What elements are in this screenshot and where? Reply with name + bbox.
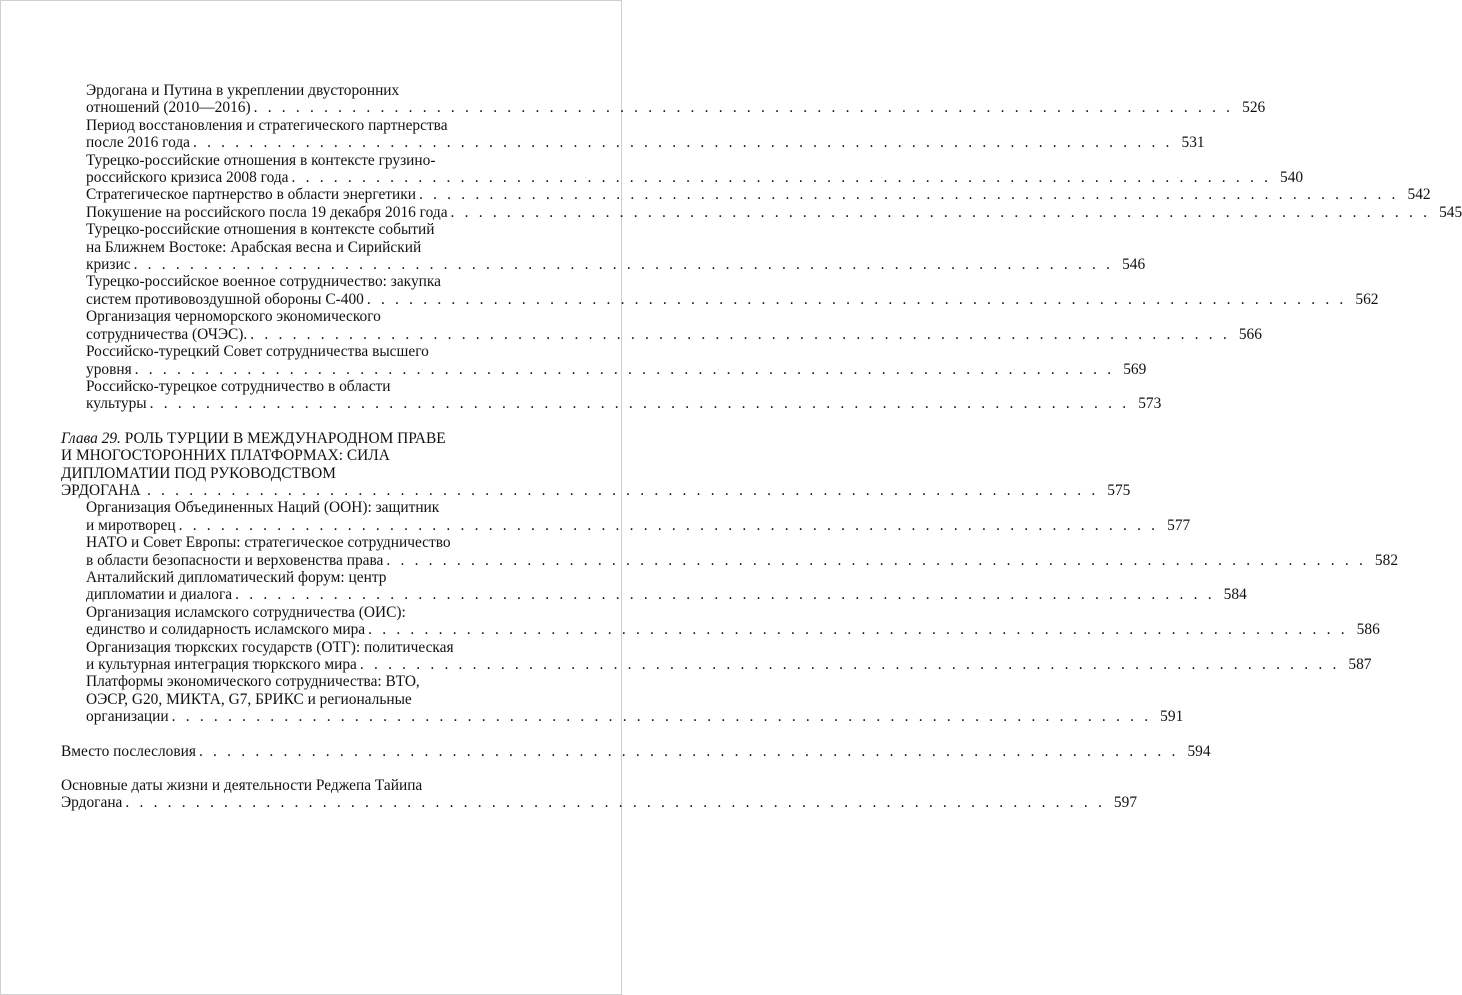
toc-entry[interactable]	[61, 603, 1380, 639]
toc-entry-title-line: российского кризиса 2008 года	[86, 169, 289, 187]
toc-entry-title-line: культуры	[86, 395, 147, 413]
toc-entry-title-line: кризис	[86, 256, 131, 274]
dot-leader: . . . . . . . . . . . . . . . . . . . . . . . . . . . . . . . . . . . . . . . . . . . . . . . . . . . . . . . . . . . . . . . . . . . . . .	[125, 794, 1106, 812]
toc-entry-title-line: НАТО и Совет Европы: стратегическое сотрудничество	[86, 534, 451, 552]
toc-entry[interactable]	[61, 742, 1211, 760]
toc-entry[interactable]	[61, 273, 1379, 308]
toc-entry[interactable]	[61, 203, 1462, 221]
toc-entry-title-line: в области безопасности и верховенства права	[86, 551, 384, 569]
dot-leader: . . . . . . . . . . . . . . . . . . . . . . . . . . . . . . . . . . . . . . . . . . . . . . . . . . . . . . . . . . . . . . . . . . . . . .	[386, 551, 1367, 569]
toc-entry-title-line: ОЭСР, G20, МИКТА, G7, БРИКС и региональные	[86, 690, 412, 708]
toc-entry[interactable]	[61, 777, 1138, 812]
toc-entry-title-line: Вместо послесловия	[61, 742, 196, 760]
toc-entry-title-line: после 2016 года	[86, 134, 190, 152]
toc-entry-title-line: Покушение на российского посла 19 декабря 2016 года	[86, 203, 448, 221]
dot-leader: . . . . . . . . . . . . . . . . . . . . . . . . . . . . . . . . . . . . . . . . . . . . . . . . . . . . . . . . . . . . . . . . . . . . . .	[118, 481, 1099, 499]
page-number: 597	[1113, 794, 1138, 812]
toc-chapter-entry[interactable]	[61, 429, 1131, 500]
toc-entry-title-line: Анталийский дипломатический форум: центр	[86, 568, 387, 586]
toc-entry-title-line: РОЛЬ ТУРЦИИ В МЕЖДУНАРОДНОМ ПРАВЕ	[124, 429, 446, 447]
toc-entry-title-line: ЭРДОГАНА	[61, 481, 141, 499]
page-number: 573	[1138, 395, 1162, 413]
toc-entry-title-line: единство и солидарность исламского мира	[86, 621, 366, 639]
page-number: 594	[1187, 742, 1211, 760]
toc-entry-title-line: И МНОГОСТОРОННИХ ПЛАТФОРМАХ: СИЛА	[61, 447, 390, 465]
dot-leader: . . . . . . . . . . . . . . . . . . . . . . . . . . . . . . . . . . . . . . . . . . . . . . . . . . . . . . . . . . . . . . . . . . . . . .	[253, 99, 1234, 117]
page-number: 542	[1407, 186, 1431, 204]
page-number: 587	[1348, 656, 1372, 673]
toc-entry-title-line: Организация Объединенных Наций (ООН): защитник	[86, 499, 440, 517]
dot-leader: . . . . . . . . . . . . . . . . . . . . . . . . . . . . . . . . . . . . . . . . . . . . . . . . . . . . . . . . . . . . . . . . . . . . . .	[359, 656, 1340, 673]
toc-entry-title-line: на Ближнем Востоке: Арабская весна и Сирийский	[86, 238, 422, 256]
toc-entry[interactable]	[61, 638, 1372, 674]
toc-entry-title-line: Стратегическое партнерство в области энергетики	[86, 186, 416, 204]
toc-entry[interactable]	[61, 221, 1146, 274]
dot-leader: . . . . . . . . . . . . . . . . . . . . . . . . . . . . . . . . . . . . . . . . . . . . . . . . . . . . . . . . . . . . . . . . . . . . . .	[134, 360, 1115, 378]
toc-entry[interactable]	[61, 568, 1247, 604]
toc-entry-title-line: Организация исламского сотрудничества (ОИС):	[86, 603, 406, 621]
toc-entry[interactable]	[61, 534, 1399, 569]
toc-entry[interactable]	[61, 377, 1162, 413]
toc-entry[interactable]	[61, 499, 1191, 534]
toc-entry-title-line: Эрдогана	[61, 794, 123, 812]
page-number: 582	[1374, 551, 1399, 569]
page-number: 562	[1355, 290, 1379, 308]
toc-entry[interactable]	[61, 186, 1431, 204]
page-number: 569	[1123, 360, 1147, 378]
toc-entry[interactable]	[61, 343, 1147, 378]
toc-entry-title-line: Основные даты жизни и деятельности Реджепа Тайипа	[61, 777, 423, 795]
toc-entry[interactable]	[61, 82, 1266, 117]
page-number: 540	[1280, 169, 1304, 187]
table-of-contents	[61, 82, 1462, 812]
dot-leader: . . . . . . . . . . . . . . . . . . . . . . . . . . . . . . . . . . . . . . . . . . . . . . . . . . . . . . . . . . . . . . . . . . . . . .	[235, 586, 1215, 604]
toc-entry-title-line: отношений (2010—2016)	[86, 99, 251, 117]
page-number: 584	[1223, 586, 1247, 604]
toc-entry[interactable]	[61, 116, 1205, 152]
toc-entry-title-line: организации	[86, 708, 169, 726]
toc-entry-title-line: Турецко-российские отношения в контексте грузино-	[86, 151, 436, 169]
dot-leader: . . . . . . . . . . . . . . . . . . . . . . . . . . . . . . . . . . . . . . . . . . . . . . . . . . . . . . . . . . . . . . . . . . . . . .	[133, 256, 1114, 274]
page-number: 526	[1242, 99, 1266, 117]
toc-entry-title-line: Платформы экономического сотрудничества: ВТО,	[86, 673, 420, 691]
page-number: 591	[1160, 708, 1184, 726]
toc-entry-title-line: Турецко-российское военное сотрудничество: закупка	[86, 273, 441, 291]
dot-leader: . . . . . . . . . . . . . . . . . . . . . . . . . . . . . . . . . . . . . . . . . . . . . . . . . . . . . . . . . . . . . . . . . . . . . .	[149, 395, 1130, 413]
toc-entry[interactable]	[61, 308, 1262, 343]
page-number: 577	[1167, 516, 1191, 534]
toc-entry-title-line: Российско-турецкое сотрудничество в области	[86, 377, 391, 395]
toc-entry-title-line: Российско-турецкий Совет сотрудничества высшего	[86, 343, 429, 361]
toc-entry[interactable]	[61, 673, 1184, 726]
toc-entry-title-line: уровня	[86, 360, 132, 378]
toc-entry-title-line: Организация тюркских государств (ОТГ): политическая	[86, 638, 454, 656]
toc-entry-title-line: Период восстановления и стратегического партнерства	[86, 116, 448, 134]
dot-leader: . . . . . . . . . . . . . . . . . . . . . . . . . . . . . . . . . . . . . . . . . . . . . . . . . . . . . . . . . . . . . . . . . . . . . .	[368, 621, 1348, 639]
page-number: 566	[1238, 325, 1262, 343]
toc-entry-title-line: и культурная интеграция тюркского мира	[86, 656, 357, 673]
dot-leader: . . . . . . . . . . . . . . . . . . . . . . . . . . . . . . . . . . . . . . . . . . . . . . . . . . . . . . . . . . . . . . . . . . . . . .	[192, 134, 1173, 152]
dot-leader: . . . . . . . . . . . . . . . . . . . . . . . . . . . . . . . . . . . . . . . . . . . . . . . . . . . . . . . . . . . . . . . . . . . . . .	[366, 290, 1347, 308]
dot-leader: . . . . . . . . . . . . . . . . . . . . . . . . . . . . . . . . . . . . . . . . . . . . . . . . . . . . . . . . . . . . . . . . . . . . . .	[450, 203, 1431, 221]
toc-entry-title-line: и миротворец	[86, 516, 176, 534]
page-number: 575	[1107, 481, 1131, 499]
dot-leader: . . . . . . . . . . . . . . . . . . . . . . . . . . . . . . . . . . . . . . . . . . . . . . . . . . . . . . . . . . . . . . . . . . . . . .	[291, 169, 1272, 187]
toc-entry-title-line: Эрдогана и Путина в укреплении двусторонних	[86, 82, 400, 99]
page-number: 545	[1439, 203, 1462, 221]
toc-entry-title-line: сотрудничества (ОЧЭС).	[86, 325, 248, 343]
dot-leader: . . . . . . . . . . . . . . . . . . . . . . . . . . . . . . . . . . . . . . . . . . . . . . . . . . . . . . . . . . . . . . . . . . . . . .	[198, 742, 1179, 760]
chapter-label: Глава 29.	[61, 429, 121, 447]
dot-leader: . . . . . . . . . . . . . . . . . . . . . . . . . . . . . . . . . . . . . . . . . . . . . . . . . . . . . . . . . . . . . . . . . . . . . .	[171, 708, 1152, 726]
toc-entry-title-line: ДИПЛОМАТИИ ПОД РУКОВОДСТВОМ	[61, 464, 336, 482]
page-number: 546	[1122, 256, 1146, 274]
dot-leader: . . . . . . . . . . . . . . . . . . . . . . . . . . . . . . . . . . . . . . . . . . . . . . . . . . . . . . . . . . . . . . . . . . . . . .	[418, 186, 1399, 204]
page-number: 586	[1356, 621, 1380, 639]
toc-entry[interactable]	[61, 151, 1304, 187]
page-number: 531	[1181, 134, 1205, 152]
toc-entry-title-line: Организация черноморского экономического	[86, 308, 381, 326]
dot-leader: . . . . . . . . . . . . . . . . . . . . . . . . . . . . . . . . . . . . . . . . . . . . . . . . . . . . . . . . . . . . . . . . . . . . . .	[250, 325, 1230, 343]
toc-entry-title-line: дипломатии и диалога	[86, 586, 233, 604]
toc-entry-title-line: систем противовоздушной обороны С-400	[86, 290, 364, 308]
toc-entry-title-line: Турецко-российские отношения в контексте событий	[86, 221, 435, 239]
dot-leader: . . . . . . . . . . . . . . . . . . . . . . . . . . . . . . . . . . . . . . . . . . . . . . . . . . . . . . . . . . . . . . . . . . . . . .	[178, 516, 1159, 534]
